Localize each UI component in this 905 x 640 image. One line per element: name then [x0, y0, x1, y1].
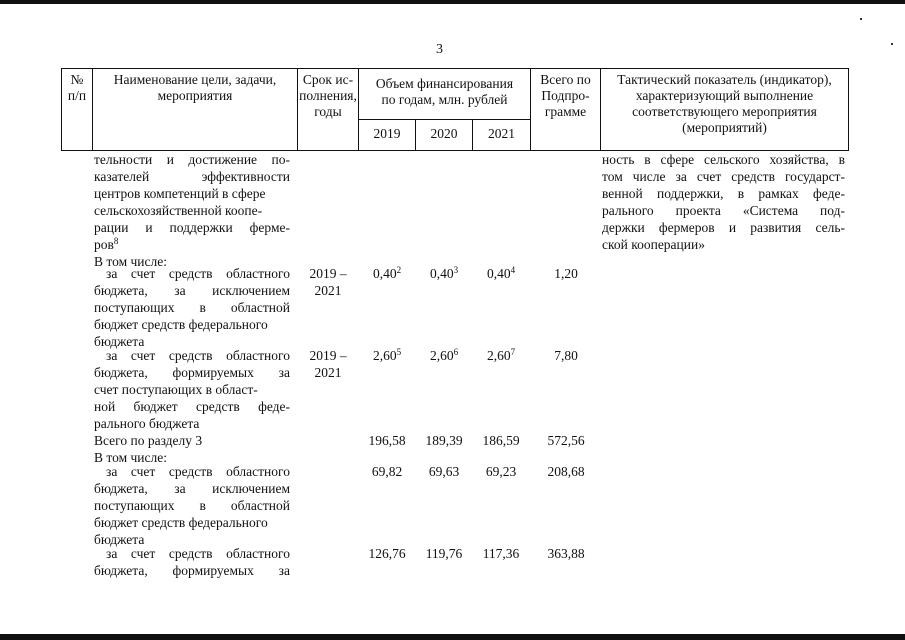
header-number: № п/п: [67, 72, 87, 103]
text-line: ной бюджет средств феде-: [94, 399, 290, 414]
text-line: тельности и достижение по-: [94, 152, 290, 167]
text-line: казателей эффективности: [94, 169, 290, 184]
text-line: сельскохозяйственной коопе-: [94, 203, 263, 218]
value-2021: 0,40$^4$: [486, 265, 516, 281]
text-line: за счет средств областного: [106, 266, 290, 281]
funding-source-label: [94, 347, 290, 415]
header-funding: Объем финансирования по годам, млн. рублей: [375, 76, 514, 107]
section-value-2021: 117,36: [482, 546, 520, 561]
scan-bottom-border: [0, 634, 905, 640]
text-line: бюджета, формируемых за: [94, 365, 290, 380]
section-value-2021: 69,23: [485, 464, 517, 479]
indicator-line: ской кооперации»: [602, 237, 705, 252]
funding-source-label: [94, 265, 290, 333]
activity-name-end: ров$^8$: [94, 236, 119, 252]
value-2021: 2,60$^7$: [486, 347, 516, 363]
section-value-2020: 69,63: [428, 464, 460, 479]
section-value-total: 208,68: [547, 464, 585, 479]
indicator-line: ность в сфере сельского хозяйства, в: [602, 152, 845, 167]
indicator-line: том числе за счет средств государст-: [602, 169, 845, 184]
text-line: бюджет средств федерального: [94, 317, 268, 332]
header-indicator: Тактический показатель (индикатор), характеризующий выполнение соответствующего мероприятия (мероприятий): [617, 72, 832, 135]
scan-speck: [891, 43, 893, 45]
text-line: рации и поддержки ферме-: [94, 220, 290, 235]
page-number: 3: [436, 42, 443, 57]
indicator-text: [602, 151, 845, 253]
indicator-line: венной поддержки, в рамках феде-: [602, 186, 845, 201]
value-total: 1,20: [554, 266, 578, 281]
section-total-2021: 186,59: [482, 433, 520, 448]
activity-name-continuation: [94, 151, 290, 236]
section-total-2020: 189,39: [425, 433, 463, 448]
value-2019: 0,40$^2$: [372, 265, 402, 281]
funding-source-label-end: бюджета: [94, 334, 145, 349]
indicator-line: рального проекта «Система под-: [602, 203, 845, 218]
funding-source-label: [94, 545, 290, 579]
term-cell: 2019 – 2021: [309, 266, 347, 298]
section-total-total: 572,56: [547, 433, 585, 448]
text-line: бюджет средств федерального: [94, 515, 268, 530]
section-total-label: Всего по разделу 3: [94, 433, 203, 448]
term-cell: 2019 – 2021: [309, 348, 347, 380]
scan-speck: [860, 18, 862, 20]
header-year-2019: 2019: [373, 126, 401, 141]
header-term: Срок ис- полнения, годы: [299, 72, 357, 119]
section-value-2020: 119,76: [425, 546, 463, 561]
section-total-2019: 196,58: [368, 433, 406, 448]
scan-top-border: [0, 0, 905, 4]
text-line: поступающих в областной: [94, 300, 290, 315]
value-2020: 0,40$^3$: [429, 265, 459, 281]
text-line: центров компетенций в сфере: [94, 186, 266, 201]
indicator-line: держки фермеров и развития сель-: [602, 220, 845, 235]
value-2020: 2,60$^6$: [429, 347, 459, 363]
text-line: за счет средств областного: [106, 464, 290, 479]
section-value-2019: 126,76: [368, 546, 406, 561]
text-line: за счет средств областного: [106, 546, 290, 561]
value-total: 7,80: [554, 348, 578, 363]
subheading-including: В том числе:: [94, 254, 167, 269]
header-name: Наименование цели, задачи, мероприятия: [113, 72, 277, 103]
funding-source-label-end: бюджета: [94, 532, 145, 547]
funding-source-label: [94, 463, 290, 531]
text-line: бюджета, за исключением: [94, 481, 290, 496]
funding-source-label-end: рального бюджета: [94, 416, 200, 431]
section-value-2019: 69,82: [371, 464, 403, 479]
text-line: бюджета, формируемых за: [94, 563, 290, 578]
text-line: поступающих в областной: [94, 498, 290, 513]
header-total: Всего по Подпро- грамме: [540, 72, 591, 119]
value-2019: 2,60$^5$: [372, 347, 402, 363]
text-line: счет поступающих в област-: [94, 382, 258, 397]
header-year-2020: 2020: [430, 126, 458, 141]
header-year-2021: 2021: [488, 126, 515, 141]
section-value-total: 363,88: [547, 546, 585, 561]
subheading-including: В том числе:: [94, 450, 167, 465]
text-line: за счет средств областного: [106, 348, 290, 363]
text-line: бюджета, за исключением: [94, 283, 290, 298]
